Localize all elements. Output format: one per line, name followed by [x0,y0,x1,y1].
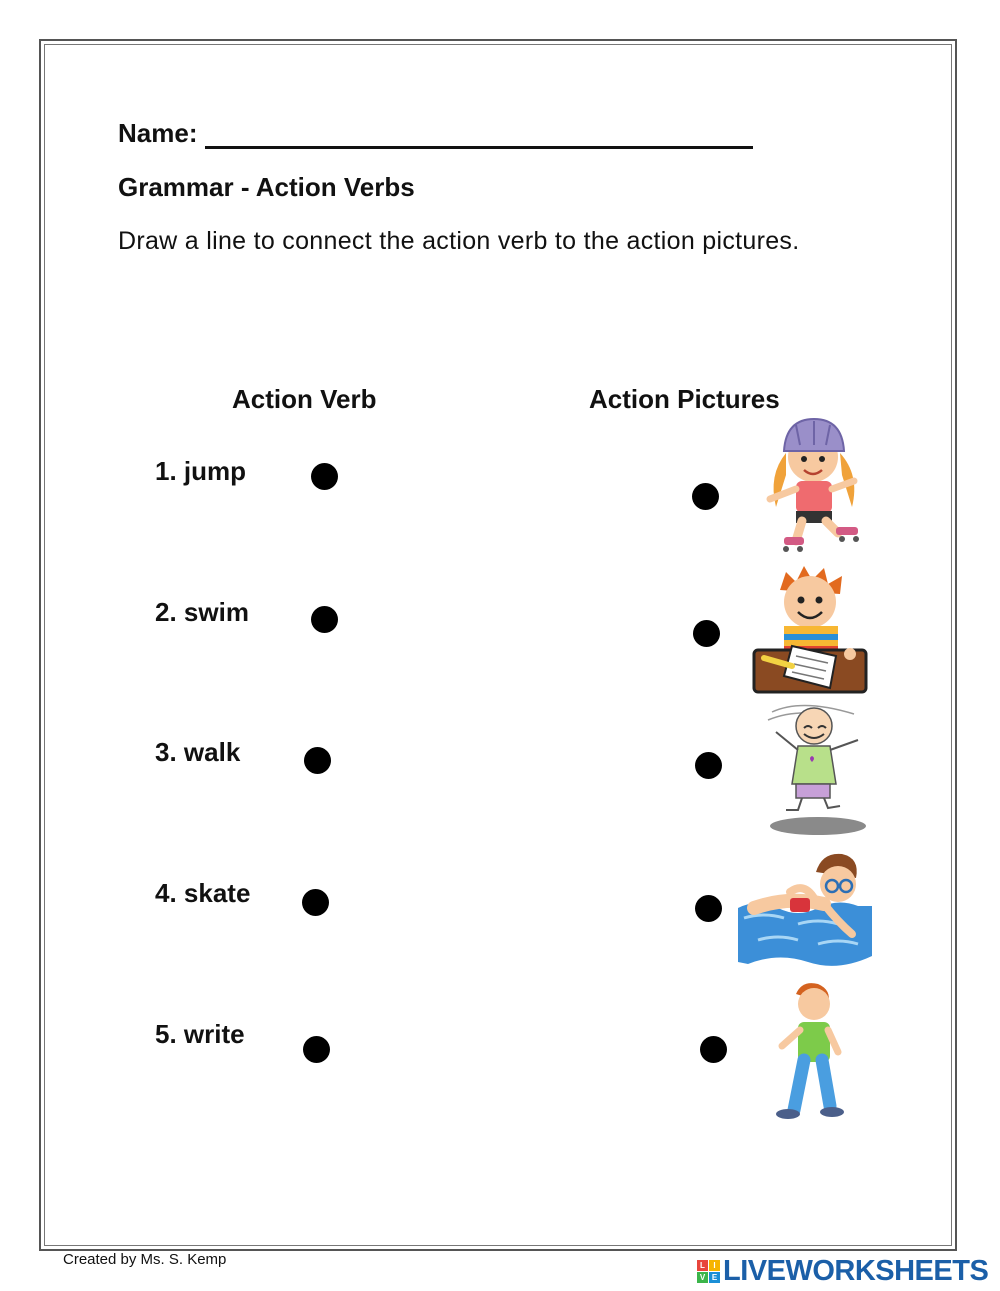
left-column-heading: Action Verb [232,384,377,414]
child-jumping-icon [762,702,872,836]
worksheet-subtitle: Grammar - Action Verbs [118,172,415,202]
name-blank-line[interactable] [205,124,753,149]
verb-dot[interactable] [303,1036,330,1063]
girl-skating-icon [756,415,874,555]
right-column-heading: Action Pictures [589,384,780,414]
verb-dot[interactable] [311,463,338,490]
verb-label: 4. skate [155,878,251,908]
instructions: Draw a line to connect the action verb to the action pictures. [118,227,800,255]
boy-swimming-icon [738,852,872,972]
boy-walking-icon [772,980,844,1122]
footer-credit: Created by Ms. S. Kemp [63,1251,227,1268]
verb-label: 3. walk [155,737,241,767]
verb-dot[interactable] [302,889,329,916]
verb-label: 1. jump [155,456,247,486]
logo-block: E [709,1272,720,1283]
verb-label: 5. write [155,1019,245,1049]
logo-block: I [709,1260,720,1271]
logo-blocks [697,1260,720,1283]
verb-dot[interactable] [311,606,338,633]
picture-dot[interactable] [692,483,719,510]
name-label: Name: [118,118,198,148]
verb-label: 2. swim [155,597,249,627]
boy-writing-icon [752,564,870,696]
picture-dot[interactable] [695,752,722,779]
picture-dot[interactable] [693,620,720,647]
logo-text: LIVEWORKSHEETS [723,1255,989,1287]
verb-dot[interactable] [304,747,331,774]
name-row [118,118,753,149]
picture-dot[interactable] [695,895,722,922]
logo-block: L [697,1260,708,1271]
picture-dot[interactable] [700,1036,727,1063]
logo-block: V [697,1272,708,1283]
liveworksheets-logo [697,1255,988,1288]
